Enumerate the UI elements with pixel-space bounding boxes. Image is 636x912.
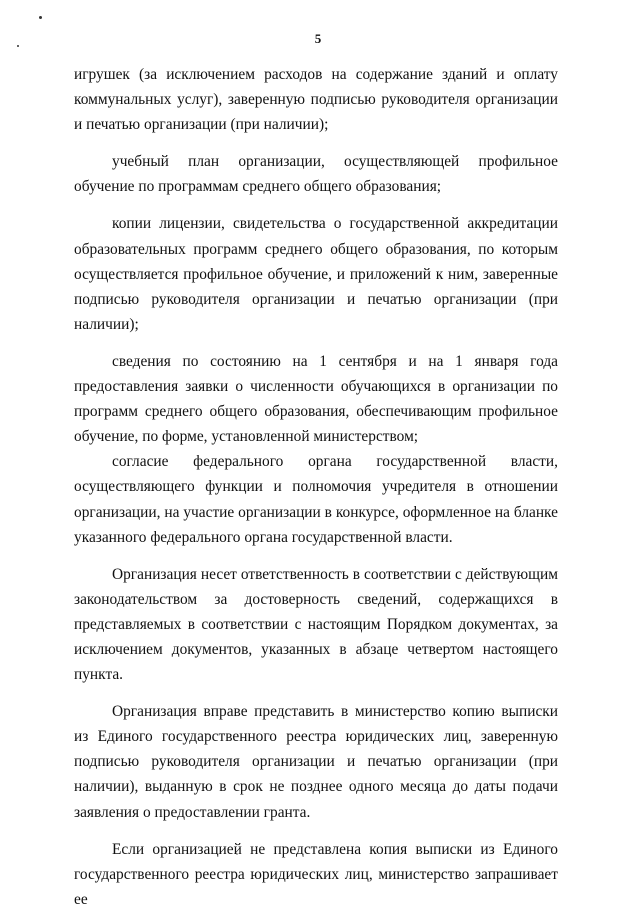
scan-speck [39,16,42,19]
paragraph: согласие федерального органа государственной власти, осуществляющего функции и полномочия учредителя в отношении организации, на участие организации в конкурсе, оформленное на бланке указанного федерального органа государственной власти. [74,453,558,546]
paragraph: Если организацией не представлена копия выписки из Единого государственного реестра юридических лиц, министерство запрашивает ее [74,840,558,908]
paragraph: Организация несет ответственность в соответствии с действующим законодательством за достоверность сведений, содержащихся в представляемых в соответствии с настоящим Порядком документах, за исключением документов, указанных в абзаце четвертом настоящего пункта. [74,565,558,684]
document-body [74,62,558,912]
page-number: 5 [314,31,322,46]
paragraph: сведения по состоянию на 1 сентября и на 1 января года предоставления заявки о численности обучающихся в организации по программ среднего общего образования, обеспечивающим профильное обучение, по форме, установленной министерством; [74,352,558,446]
paragraph: игрушек (за исключением расходов на содержание зданий и оплату коммунальных услуг), заверенную подписью руководителя организации и печатью организации (при наличии); [74,66,558,134]
paragraph: копии лицензии, свидетельства о государственной аккредитации образовательных программ среднего общего образования, по которым осуществляется профильное обучение, и приложений к ним, заверенные подписью руководителя организации и печатью организации (при наличии); [74,215,558,333]
paragraph: учебный план организации, осуществляющей профильное обучение по программам среднего общего образования; [74,153,558,196]
paragraph: Организация вправе представить в министерство копию выписки из Единого государственного реестра юридических лиц, заверенную подписью руководителя организации и печатью организации (при наличии), выданную в срок не позднее одного месяца до даты подачи заявления о предоставлении гранта. [74,703,558,821]
